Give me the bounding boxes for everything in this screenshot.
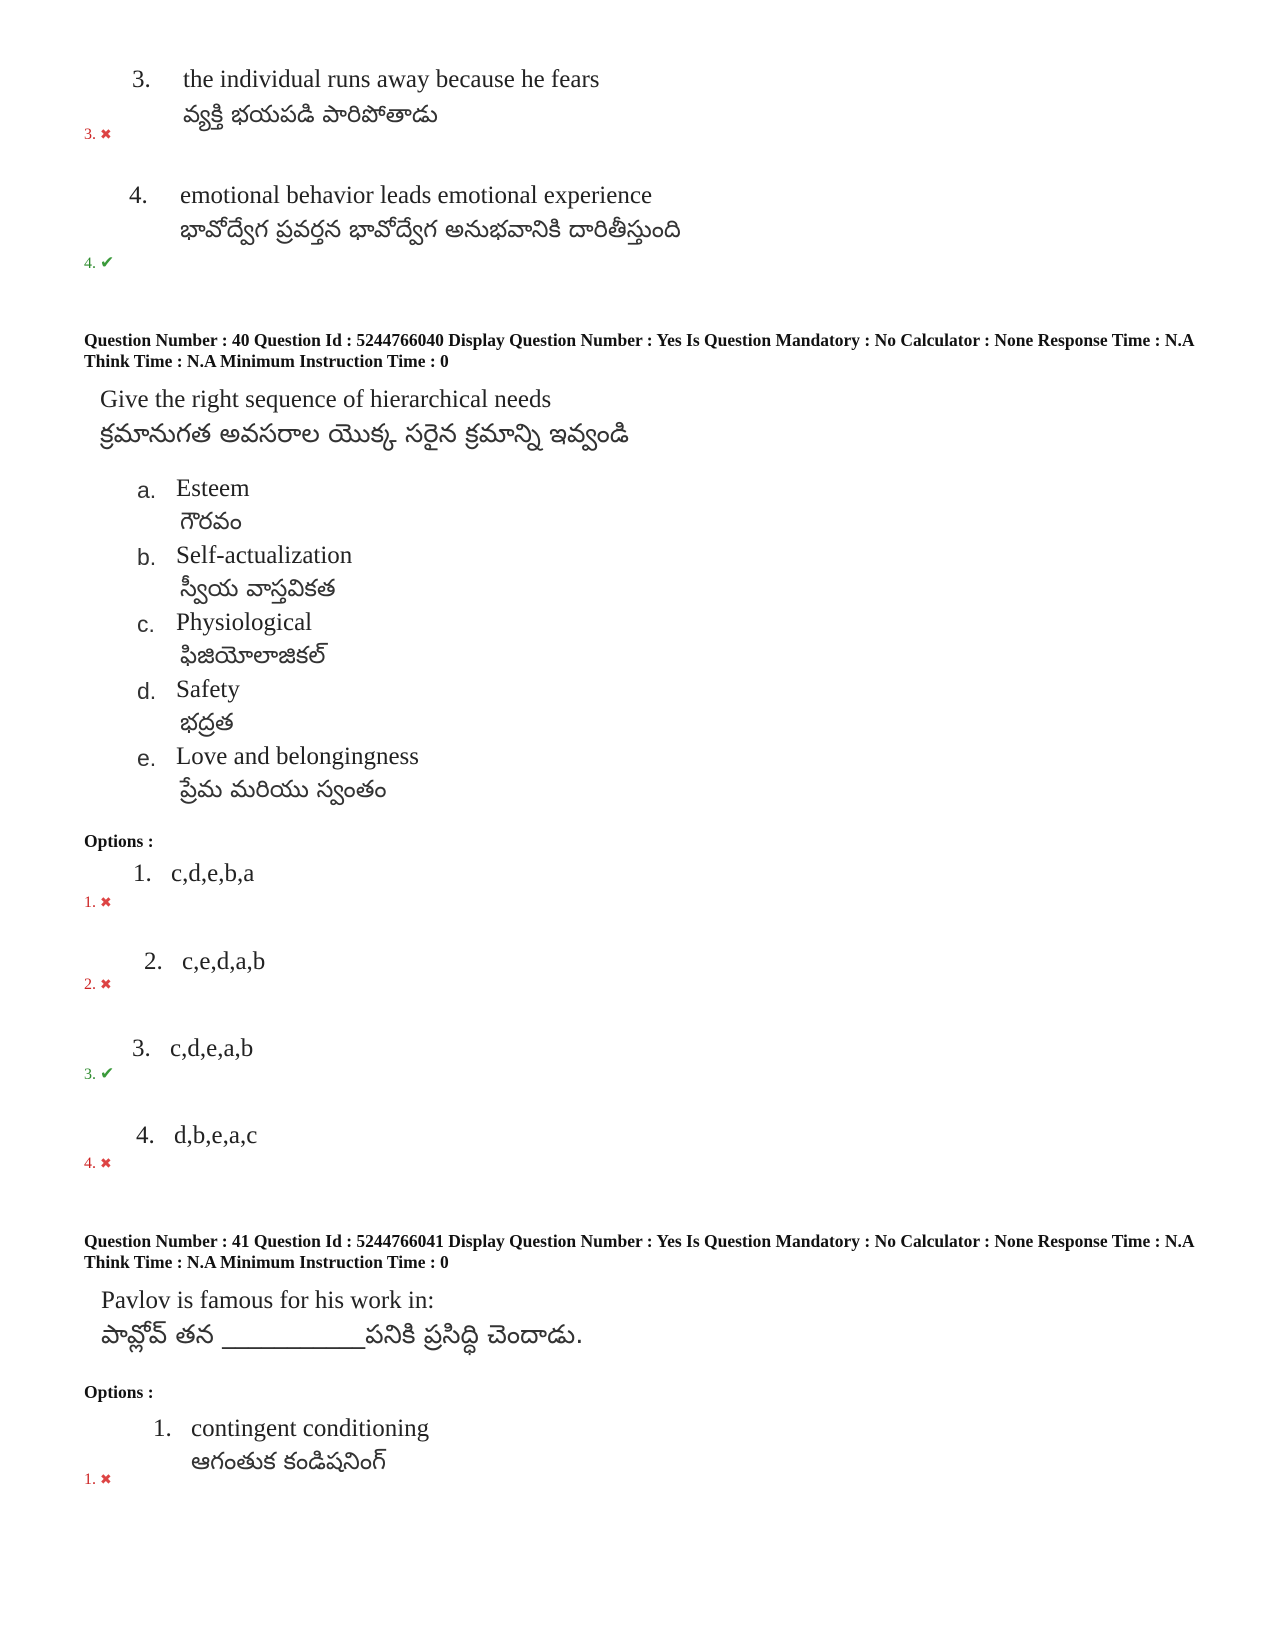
answer-marker-wrong (84, 126, 112, 144)
item-text-te: భద్రత (180, 708, 234, 736)
question-meta: Question Number : 41 Question Id : 5244766041 Display Question Number : Yes Is Question Mandatory : No Calculator : None Response Time : N.A Think Time : N.A Minimum Instruction Time : 0 (84, 1231, 1194, 1272)
item-letter: c. (137, 611, 155, 637)
stem-te-blank: ___________ (222, 1320, 366, 1350)
answer-marker-correct (84, 1064, 114, 1084)
question-stem-te (101, 1320, 584, 1356)
marker-number: 3. (84, 1066, 96, 1083)
item-letter: d. (137, 678, 157, 704)
marker-number: 1. (84, 894, 96, 911)
options-heading: Options : (84, 1382, 154, 1402)
item-text-te: స్వీయ వాస్తవికత (180, 574, 336, 602)
answer-marker-wrong (84, 1155, 112, 1173)
cross-icon: ✖ (100, 1156, 112, 1172)
item-text-te: ఫిజియోలాజికల్ (180, 641, 326, 669)
option-text: d,b,e,a,c (174, 1122, 258, 1149)
option-number: 1. (133, 860, 152, 887)
option-text: c,d,e,a,b (170, 1035, 254, 1062)
cross-icon: ✖ (100, 895, 112, 911)
marker-number: 1. (84, 1471, 96, 1488)
cross-icon: ✖ (100, 127, 112, 143)
marker-number: 4. (84, 255, 96, 272)
check-icon: ✔ (100, 1064, 115, 1084)
option-text-te: ఆగంతుక కండిషనింగ్ (191, 1447, 387, 1475)
answer-marker-correct (84, 253, 114, 273)
marker-number: 4. (84, 1155, 96, 1172)
option-number: 4. (136, 1122, 155, 1149)
answer-marker-wrong (84, 894, 112, 912)
option-text-te: వ్యక్తి భయపడి పారిపోతాడు (183, 100, 438, 128)
stem-te-part-b: పనికి ప్రసిద్ధి చెందాడు. (365, 1320, 584, 1350)
cross-icon: ✖ (100, 977, 112, 993)
item-text-te: ప్రేమ మరియు స్వంతం (180, 775, 387, 803)
item-text-en: Love and belongingness (176, 743, 420, 770)
item-text-en: Self-actualization (176, 542, 353, 569)
option-number: 3. (132, 1035, 151, 1062)
option-number: 2. (144, 948, 163, 975)
question-stem-en: Give the right sequence of hierarchical needs (100, 386, 552, 413)
option-text-te: భావోద్వేగ ప్రవర్తన భావోద్వేగ అనుభవానికి దారితీస్తుంది (180, 215, 681, 243)
item-text-en: Esteem (176, 475, 250, 502)
option-text: c,d,e,b,a (171, 860, 255, 887)
cross-icon: ✖ (100, 1472, 112, 1488)
item-text-te: గౌరవం (180, 507, 242, 535)
option-text-en: emotional behavior leads emotional experience (180, 182, 653, 209)
item-letter: b. (137, 544, 157, 570)
option-text-en: contingent conditioning (191, 1415, 430, 1442)
check-icon: ✔ (100, 253, 115, 273)
option-number: 1. (153, 1415, 172, 1442)
marker-number: 2. (84, 976, 96, 993)
options-heading: Options : (84, 831, 154, 851)
question-stem-te: క్రమానుగత అవసరాల యొక్క సరైన క్రమాన్ని ఇవ్వండి (100, 419, 630, 449)
question-stem-en: Pavlov is famous for his work in: (101, 1287, 435, 1314)
option-text: c,e,d,a,b (182, 948, 266, 975)
item-text-en: Physiological (176, 609, 313, 636)
option-text-en: the individual runs away because he fears (183, 66, 600, 93)
answer-marker-wrong (84, 1471, 112, 1489)
question-meta: Question Number : 40 Question Id : 5244766040 Display Question Number : Yes Is Question Mandatory : No Calculator : None Response Time : N.A Think Time : N.A Minimum Instruction Time : 0 (84, 330, 1194, 371)
item-letter: e. (137, 745, 157, 771)
marker-number: 3. (84, 126, 96, 143)
stem-te-part-a: పావ్లోవ్ తన (101, 1320, 223, 1350)
option-number: 4. (129, 182, 148, 209)
answer-marker-wrong (84, 976, 112, 994)
item-letter: a. (137, 477, 157, 503)
item-text-en: Safety (176, 676, 240, 703)
option-number: 3. (132, 66, 151, 93)
